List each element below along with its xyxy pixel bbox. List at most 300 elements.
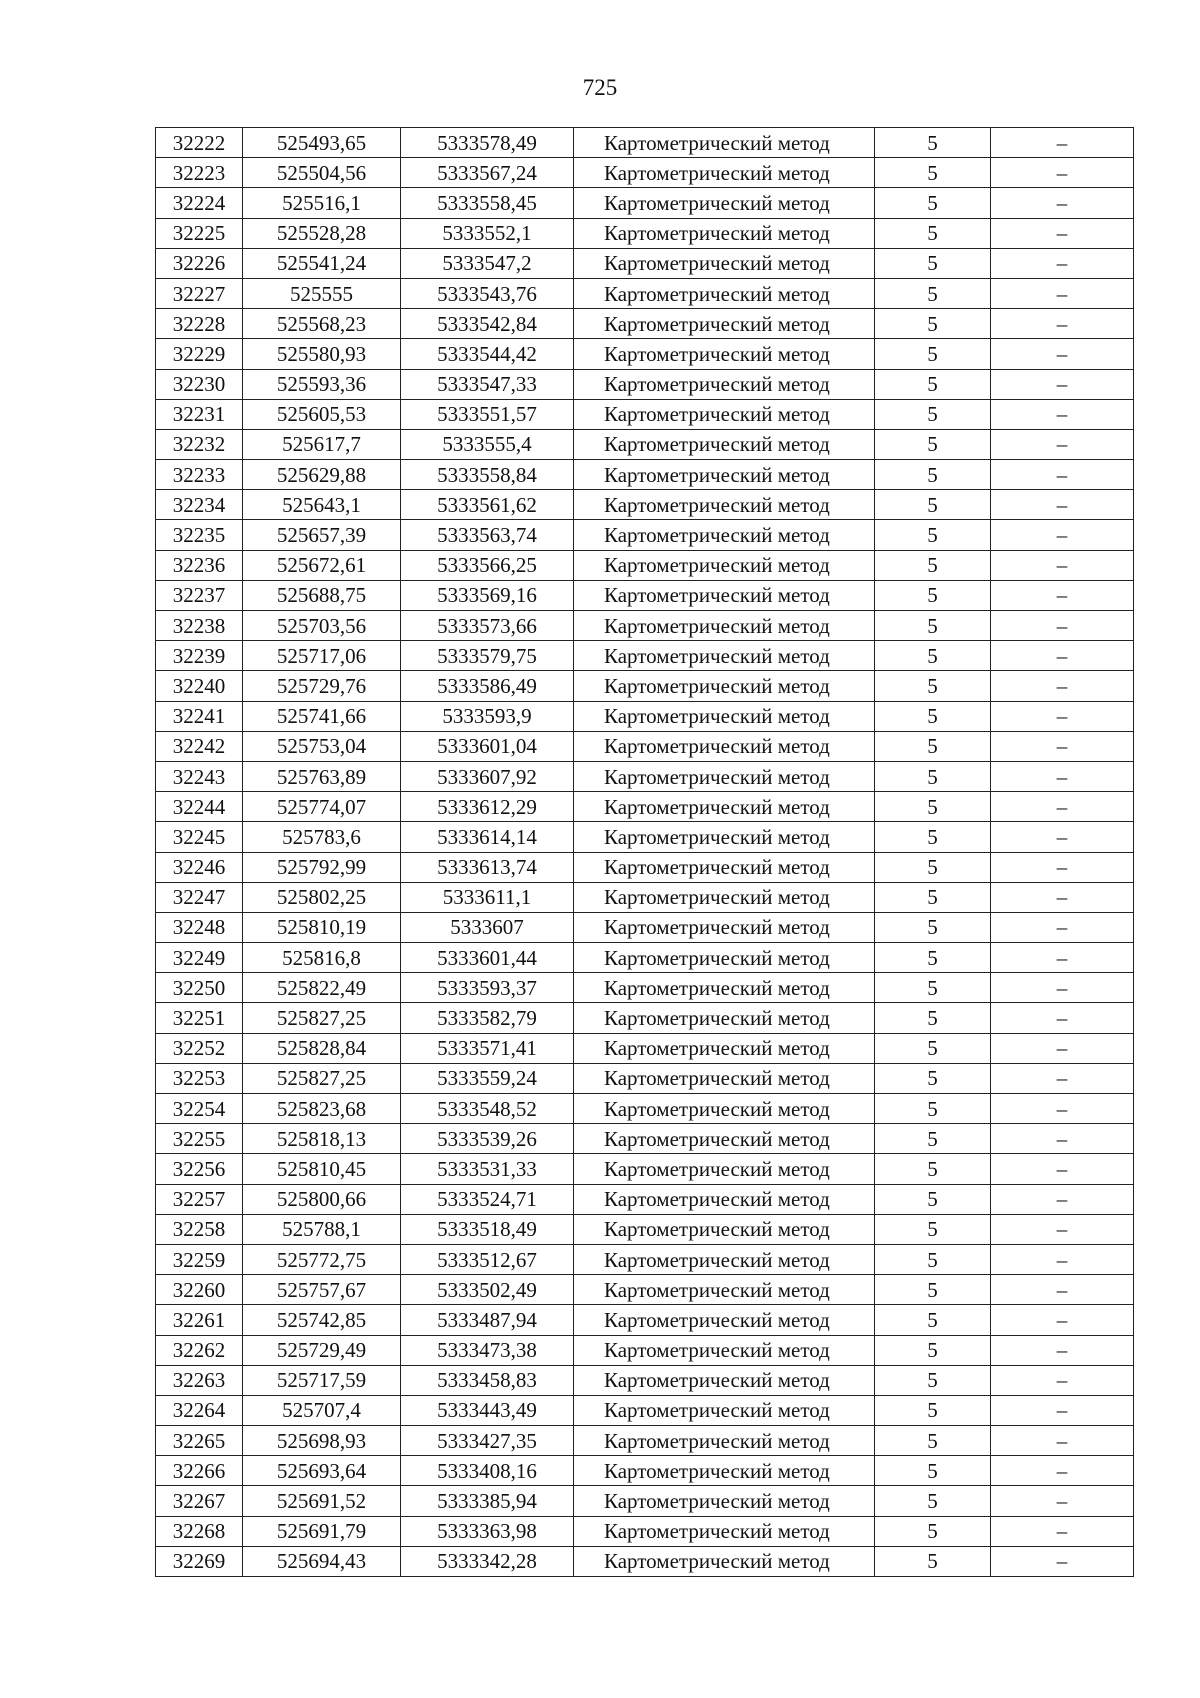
y-coordinate-cell: 5333443,49 <box>401 1395 574 1425</box>
note-cell: – <box>991 1094 1134 1124</box>
y-coordinate-cell: 5333593,9 <box>401 701 574 731</box>
x-coordinate-cell: 525827,25 <box>243 1003 401 1033</box>
table-row <box>156 460 1134 490</box>
method-cell: Картометрический метод <box>574 852 875 882</box>
note-cell: – <box>991 761 1134 791</box>
table-row <box>156 1063 1134 1093</box>
table-row <box>156 1244 1134 1274</box>
y-coordinate-cell: 5333558,84 <box>401 460 574 490</box>
method-cell: Картометрический метод <box>574 128 875 158</box>
accuracy-cell: 5 <box>875 1456 991 1486</box>
table-row <box>156 1546 1134 1576</box>
x-coordinate-cell: 525742,85 <box>243 1305 401 1335</box>
point-number-cell: 32254 <box>156 1094 243 1124</box>
method-cell: Картометрический метод <box>574 882 875 912</box>
y-coordinate-cell: 5333567,24 <box>401 158 574 188</box>
point-number-cell: 32241 <box>156 701 243 731</box>
y-coordinate-cell: 5333524,71 <box>401 1184 574 1214</box>
note-cell: – <box>991 1003 1134 1033</box>
method-cell: Картометрический метод <box>574 973 875 1003</box>
method-cell: Картометрический метод <box>574 1124 875 1154</box>
point-number-cell: 32236 <box>156 550 243 580</box>
method-cell: Картометрический метод <box>574 158 875 188</box>
table-row <box>156 490 1134 520</box>
table-row <box>156 943 1134 973</box>
table-row <box>156 1124 1134 1154</box>
table-row <box>156 128 1134 158</box>
point-number-cell: 32261 <box>156 1305 243 1335</box>
method-cell: Картометрический метод <box>574 761 875 791</box>
x-coordinate-cell: 525516,1 <box>243 188 401 218</box>
x-coordinate-cell: 525541,24 <box>243 248 401 278</box>
x-coordinate-cell: 525822,49 <box>243 973 401 1003</box>
note-cell: – <box>991 912 1134 942</box>
x-coordinate-cell: 525792,99 <box>243 852 401 882</box>
point-number-cell: 32234 <box>156 490 243 520</box>
method-cell: Картометрический метод <box>574 188 875 218</box>
note-cell: – <box>991 882 1134 912</box>
x-coordinate-cell: 525568,23 <box>243 309 401 339</box>
x-coordinate-cell: 525643,1 <box>243 490 401 520</box>
point-number-cell: 32256 <box>156 1154 243 1184</box>
y-coordinate-cell: 5333544,42 <box>401 339 574 369</box>
method-cell: Картометрический метод <box>574 218 875 248</box>
method-cell: Картометрический метод <box>574 822 875 852</box>
method-cell: Картометрический метод <box>574 490 875 520</box>
method-cell: Картометрический метод <box>574 943 875 973</box>
x-coordinate-cell: 525810,45 <box>243 1154 401 1184</box>
x-coordinate-cell: 525823,68 <box>243 1094 401 1124</box>
method-cell: Картометрический метод <box>574 912 875 942</box>
accuracy-cell: 5 <box>875 1094 991 1124</box>
accuracy-cell: 5 <box>875 1486 991 1516</box>
table-row <box>156 611 1134 641</box>
accuracy-cell: 5 <box>875 550 991 580</box>
accuracy-cell: 5 <box>875 460 991 490</box>
accuracy-cell: 5 <box>875 1154 991 1184</box>
method-cell: Картометрический метод <box>574 1003 875 1033</box>
table-row <box>156 1516 1134 1546</box>
method-cell: Картометрический метод <box>574 1486 875 1516</box>
table-row <box>156 1456 1134 1486</box>
accuracy-cell: 5 <box>875 701 991 731</box>
x-coordinate-cell: 525788,1 <box>243 1214 401 1244</box>
method-cell: Картометрический метод <box>574 1094 875 1124</box>
x-coordinate-cell: 525707,4 <box>243 1395 401 1425</box>
table-row <box>156 339 1134 369</box>
method-cell: Картометрический метод <box>574 1214 875 1244</box>
point-number-cell: 32265 <box>156 1426 243 1456</box>
table-row <box>156 852 1134 882</box>
accuracy-cell: 5 <box>875 248 991 278</box>
note-cell: – <box>991 1033 1134 1063</box>
accuracy-cell: 5 <box>875 278 991 308</box>
y-coordinate-cell: 5333578,49 <box>401 128 574 158</box>
point-number-cell: 32228 <box>156 309 243 339</box>
method-cell: Картометрический метод <box>574 641 875 671</box>
accuracy-cell: 5 <box>875 1546 991 1576</box>
table-row <box>156 1094 1134 1124</box>
method-cell: Картометрический метод <box>574 1275 875 1305</box>
method-cell: Картометрический метод <box>574 671 875 701</box>
x-coordinate-cell: 525629,88 <box>243 460 401 490</box>
method-cell: Картометрический метод <box>574 1305 875 1335</box>
x-coordinate-cell: 525763,89 <box>243 761 401 791</box>
y-coordinate-cell: 5333586,49 <box>401 671 574 701</box>
x-coordinate-cell: 525698,93 <box>243 1426 401 1456</box>
x-coordinate-cell: 525694,43 <box>243 1546 401 1576</box>
point-number-cell: 32230 <box>156 369 243 399</box>
accuracy-cell: 5 <box>875 128 991 158</box>
point-number-cell: 32237 <box>156 580 243 610</box>
table-row <box>156 278 1134 308</box>
accuracy-cell: 5 <box>875 309 991 339</box>
note-cell: – <box>991 580 1134 610</box>
x-coordinate-cell: 525691,52 <box>243 1486 401 1516</box>
accuracy-cell: 5 <box>875 641 991 671</box>
point-number-cell: 32223 <box>156 158 243 188</box>
table-row <box>156 1214 1134 1244</box>
x-coordinate-cell: 525693,64 <box>243 1456 401 1486</box>
method-cell: Картометрический метод <box>574 339 875 369</box>
x-coordinate-cell: 525741,66 <box>243 701 401 731</box>
accuracy-cell: 5 <box>875 671 991 701</box>
note-cell: – <box>991 731 1134 761</box>
note-cell: – <box>991 369 1134 399</box>
accuracy-cell: 5 <box>875 369 991 399</box>
method-cell: Картометрический метод <box>574 550 875 580</box>
note-cell: – <box>991 309 1134 339</box>
x-coordinate-cell: 525827,25 <box>243 1063 401 1093</box>
note-cell: – <box>991 218 1134 248</box>
accuracy-cell: 5 <box>875 1395 991 1425</box>
accuracy-cell: 5 <box>875 761 991 791</box>
note-cell: – <box>991 188 1134 218</box>
table-row <box>156 520 1134 550</box>
note-cell: – <box>991 1244 1134 1274</box>
method-cell: Картометрический метод <box>574 399 875 429</box>
note-cell: – <box>991 822 1134 852</box>
method-cell: Картометрический метод <box>574 1184 875 1214</box>
note-cell: – <box>991 1456 1134 1486</box>
table-row <box>156 792 1134 822</box>
point-number-cell: 32231 <box>156 399 243 429</box>
x-coordinate-cell: 525605,53 <box>243 399 401 429</box>
y-coordinate-cell: 5333601,44 <box>401 943 574 973</box>
point-number-cell: 32225 <box>156 218 243 248</box>
accuracy-cell: 5 <box>875 1063 991 1093</box>
table-row <box>156 248 1134 278</box>
method-cell: Картометрический метод <box>574 1456 875 1486</box>
note-cell: – <box>991 1154 1134 1184</box>
table-row <box>156 973 1134 1003</box>
x-coordinate-cell: 525580,93 <box>243 339 401 369</box>
note-cell: – <box>991 671 1134 701</box>
note-cell: – <box>991 520 1134 550</box>
method-cell: Картометрический метод <box>574 701 875 731</box>
point-number-cell: 32242 <box>156 731 243 761</box>
x-coordinate-cell: 525818,13 <box>243 1124 401 1154</box>
y-coordinate-cell: 5333547,2 <box>401 248 574 278</box>
note-cell: – <box>991 460 1134 490</box>
y-coordinate-cell: 5333612,29 <box>401 792 574 822</box>
point-number-cell: 32224 <box>156 188 243 218</box>
method-cell: Картометрический метод <box>574 1244 875 1274</box>
point-number-cell: 32267 <box>156 1486 243 1516</box>
coordinates-table <box>155 127 1134 1577</box>
accuracy-cell: 5 <box>875 1426 991 1456</box>
y-coordinate-cell: 5333579,75 <box>401 641 574 671</box>
table-row <box>156 218 1134 248</box>
point-number-cell: 32253 <box>156 1063 243 1093</box>
x-coordinate-cell: 525810,19 <box>243 912 401 942</box>
x-coordinate-cell: 525717,06 <box>243 641 401 671</box>
accuracy-cell: 5 <box>875 188 991 218</box>
accuracy-cell: 5 <box>875 792 991 822</box>
y-coordinate-cell: 5333559,24 <box>401 1063 574 1093</box>
x-coordinate-cell: 525828,84 <box>243 1033 401 1063</box>
y-coordinate-cell: 5333571,41 <box>401 1033 574 1063</box>
method-cell: Картометрический метод <box>574 369 875 399</box>
method-cell: Картометрический метод <box>574 278 875 308</box>
note-cell: – <box>991 1275 1134 1305</box>
point-number-cell: 32222 <box>156 128 243 158</box>
note-cell: – <box>991 1184 1134 1214</box>
point-number-cell: 32246 <box>156 852 243 882</box>
accuracy-cell: 5 <box>875 490 991 520</box>
point-number-cell: 32269 <box>156 1546 243 1576</box>
point-number-cell: 32260 <box>156 1275 243 1305</box>
note-cell: – <box>991 1426 1134 1456</box>
x-coordinate-cell: 525757,67 <box>243 1275 401 1305</box>
note-cell: – <box>991 429 1134 459</box>
point-number-cell: 32266 <box>156 1456 243 1486</box>
x-coordinate-cell: 525617,7 <box>243 429 401 459</box>
point-number-cell: 32268 <box>156 1516 243 1546</box>
note-cell: – <box>991 852 1134 882</box>
note-cell: – <box>991 1305 1134 1335</box>
y-coordinate-cell: 5333607 <box>401 912 574 942</box>
x-coordinate-cell: 525774,07 <box>243 792 401 822</box>
method-cell: Картометрический метод <box>574 1033 875 1063</box>
note-cell: – <box>991 399 1134 429</box>
note-cell: – <box>991 611 1134 641</box>
y-coordinate-cell: 5333555,4 <box>401 429 574 459</box>
point-number-cell: 32243 <box>156 761 243 791</box>
point-number-cell: 32229 <box>156 339 243 369</box>
method-cell: Картометрический метод <box>574 1335 875 1365</box>
table-row <box>156 671 1134 701</box>
note-cell: – <box>991 973 1134 1003</box>
table-row <box>156 1003 1134 1033</box>
x-coordinate-cell: 525657,39 <box>243 520 401 550</box>
table-row <box>156 1305 1134 1335</box>
x-coordinate-cell: 525783,6 <box>243 822 401 852</box>
method-cell: Картометрический метод <box>574 1365 875 1395</box>
x-coordinate-cell: 525772,75 <box>243 1244 401 1274</box>
note-cell: – <box>991 158 1134 188</box>
table-row <box>156 731 1134 761</box>
accuracy-cell: 5 <box>875 1305 991 1335</box>
note-cell: – <box>991 1124 1134 1154</box>
table-row <box>156 882 1134 912</box>
y-coordinate-cell: 5333548,52 <box>401 1094 574 1124</box>
point-number-cell: 32257 <box>156 1184 243 1214</box>
table-row <box>156 158 1134 188</box>
table-row <box>156 641 1134 671</box>
note-cell: – <box>991 943 1134 973</box>
note-cell: – <box>991 641 1134 671</box>
x-coordinate-cell: 525593,36 <box>243 369 401 399</box>
point-number-cell: 32233 <box>156 460 243 490</box>
y-coordinate-cell: 5333512,67 <box>401 1244 574 1274</box>
coordinates-table-body <box>156 128 1134 1577</box>
table-row <box>156 701 1134 731</box>
y-coordinate-cell: 5333611,1 <box>401 882 574 912</box>
table-row <box>156 399 1134 429</box>
table-row <box>156 761 1134 791</box>
y-coordinate-cell: 5333593,37 <box>401 973 574 1003</box>
method-cell: Картометрический метод <box>574 429 875 459</box>
accuracy-cell: 5 <box>875 429 991 459</box>
y-coordinate-cell: 5333569,16 <box>401 580 574 610</box>
x-coordinate-cell: 525753,04 <box>243 731 401 761</box>
y-coordinate-cell: 5333502,49 <box>401 1275 574 1305</box>
y-coordinate-cell: 5333363,98 <box>401 1516 574 1546</box>
table-row <box>156 1365 1134 1395</box>
table-row <box>156 580 1134 610</box>
y-coordinate-cell: 5333543,76 <box>401 278 574 308</box>
point-number-cell: 32235 <box>156 520 243 550</box>
page-number: 725 <box>582 75 618 100</box>
y-coordinate-cell: 5333601,04 <box>401 731 574 761</box>
method-cell: Картометрический метод <box>574 1154 875 1184</box>
x-coordinate-cell: 525802,25 <box>243 882 401 912</box>
y-coordinate-cell: 5333385,94 <box>401 1486 574 1516</box>
note-cell: – <box>991 1486 1134 1516</box>
note-cell: – <box>991 550 1134 580</box>
accuracy-cell: 5 <box>875 973 991 1003</box>
method-cell: Картометрический метод <box>574 1426 875 1456</box>
point-number-cell: 32232 <box>156 429 243 459</box>
note-cell: – <box>991 1214 1134 1244</box>
accuracy-cell: 5 <box>875 1184 991 1214</box>
note-cell: – <box>991 1516 1134 1546</box>
point-number-cell: 32264 <box>156 1395 243 1425</box>
x-coordinate-cell: 525688,75 <box>243 580 401 610</box>
method-cell: Картометрический метод <box>574 1395 875 1425</box>
table-row <box>156 1335 1134 1365</box>
note-cell: – <box>991 1395 1134 1425</box>
point-number-cell: 32263 <box>156 1365 243 1395</box>
accuracy-cell: 5 <box>875 1003 991 1033</box>
point-number-cell: 32247 <box>156 882 243 912</box>
point-number-cell: 32255 <box>156 1124 243 1154</box>
y-coordinate-cell: 5333613,74 <box>401 852 574 882</box>
table-row <box>156 309 1134 339</box>
accuracy-cell: 5 <box>875 912 991 942</box>
accuracy-cell: 5 <box>875 520 991 550</box>
method-cell: Картометрический метод <box>574 1546 875 1576</box>
y-coordinate-cell: 5333458,83 <box>401 1365 574 1395</box>
method-cell: Картометрический метод <box>574 460 875 490</box>
x-coordinate-cell: 525703,56 <box>243 611 401 641</box>
x-coordinate-cell: 525493,65 <box>243 128 401 158</box>
accuracy-cell: 5 <box>875 611 991 641</box>
point-number-cell: 32252 <box>156 1033 243 1063</box>
point-number-cell: 32245 <box>156 822 243 852</box>
y-coordinate-cell: 5333558,45 <box>401 188 574 218</box>
point-number-cell: 32249 <box>156 943 243 973</box>
table-row <box>156 912 1134 942</box>
y-coordinate-cell: 5333539,26 <box>401 1124 574 1154</box>
x-coordinate-cell: 525691,79 <box>243 1516 401 1546</box>
point-number-cell: 32251 <box>156 1003 243 1033</box>
point-number-cell: 32239 <box>156 641 243 671</box>
note-cell: – <box>991 701 1134 731</box>
accuracy-cell: 5 <box>875 1124 991 1154</box>
y-coordinate-cell: 5333551,57 <box>401 399 574 429</box>
x-coordinate-cell: 525800,66 <box>243 1184 401 1214</box>
accuracy-cell: 5 <box>875 399 991 429</box>
accuracy-cell: 5 <box>875 580 991 610</box>
x-coordinate-cell: 525555 <box>243 278 401 308</box>
accuracy-cell: 5 <box>875 1244 991 1274</box>
accuracy-cell: 5 <box>875 882 991 912</box>
table-row <box>156 188 1134 218</box>
note-cell: – <box>991 128 1134 158</box>
table-row <box>156 1275 1134 1305</box>
accuracy-cell: 5 <box>875 731 991 761</box>
point-number-cell: 32248 <box>156 912 243 942</box>
accuracy-cell: 5 <box>875 822 991 852</box>
y-coordinate-cell: 5333487,94 <box>401 1305 574 1335</box>
accuracy-cell: 5 <box>875 1214 991 1244</box>
accuracy-cell: 5 <box>875 1365 991 1395</box>
method-cell: Картометрический метод <box>574 611 875 641</box>
note-cell: – <box>991 1365 1134 1395</box>
y-coordinate-cell: 5333614,14 <box>401 822 574 852</box>
method-cell: Картометрический метод <box>574 248 875 278</box>
x-coordinate-cell: 525528,28 <box>243 218 401 248</box>
y-coordinate-cell: 5333566,25 <box>401 550 574 580</box>
note-cell: – <box>991 248 1134 278</box>
table-row <box>156 550 1134 580</box>
accuracy-cell: 5 <box>875 1033 991 1063</box>
point-number-cell: 32258 <box>156 1214 243 1244</box>
x-coordinate-cell: 525729,49 <box>243 1335 401 1365</box>
point-number-cell: 32238 <box>156 611 243 641</box>
accuracy-cell: 5 <box>875 943 991 973</box>
y-coordinate-cell: 5333427,35 <box>401 1426 574 1456</box>
accuracy-cell: 5 <box>875 158 991 188</box>
note-cell: – <box>991 1546 1134 1576</box>
accuracy-cell: 5 <box>875 852 991 882</box>
note-cell: – <box>991 490 1134 520</box>
note-cell: – <box>991 339 1134 369</box>
table-row <box>156 1426 1134 1456</box>
table-row <box>156 1486 1134 1516</box>
table-row <box>156 1033 1134 1063</box>
x-coordinate-cell: 525717,59 <box>243 1365 401 1395</box>
table-row <box>156 429 1134 459</box>
y-coordinate-cell: 5333563,74 <box>401 520 574 550</box>
point-number-cell: 32250 <box>156 973 243 1003</box>
y-coordinate-cell: 5333342,28 <box>401 1546 574 1576</box>
method-cell: Картометрический метод <box>574 309 875 339</box>
y-coordinate-cell: 5333573,66 <box>401 611 574 641</box>
x-coordinate-cell: 525729,76 <box>243 671 401 701</box>
